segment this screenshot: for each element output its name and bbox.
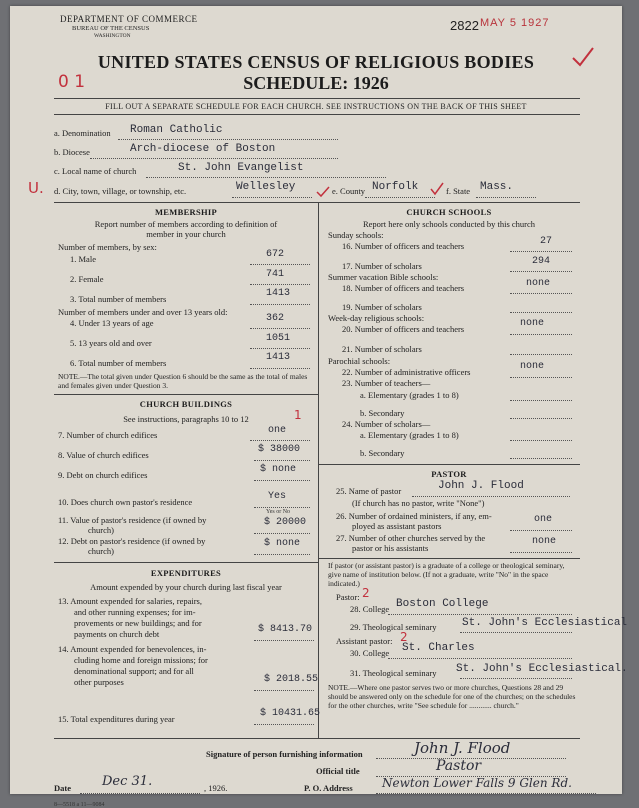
pastor-heading: PASTOR	[431, 469, 467, 479]
edifices-debt-field[interactable]: $ none	[260, 464, 297, 475]
denomination-field[interactable]: Roman Catholic	[130, 124, 223, 136]
signature-label: Signature of person furnishing information	[206, 749, 363, 759]
buildings-instruction: See instructions, paragraphs 10 to 12	[123, 414, 249, 424]
census-form	[10, 6, 628, 808]
expenditures-heading: EXPENDITURES	[150, 568, 222, 578]
city-heading: WASHINGTON	[94, 33, 131, 39]
salaries-label: provements or new buildings; and for	[74, 618, 202, 628]
weekday-scholars-label: 21. Number of scholars	[342, 344, 422, 354]
residence-debt-field[interactable]: $ none	[264, 538, 301, 549]
schedule-title: SCHEDULE: 1926	[243, 73, 389, 93]
teachers-label: 23. Number of teachers—	[342, 378, 431, 388]
benevolences-label: cluding home and foreign missions; for	[74, 655, 208, 665]
year-field: , 1926.	[204, 783, 228, 793]
total-expenditures-label: 15. Total expenditures during year	[58, 714, 175, 724]
pastor-name-label: 25. Name of pastor	[336, 486, 402, 496]
po-address-field[interactable]: Newton Lower Falls 9 Glen Rd.	[382, 776, 572, 790]
salaries-field[interactable]: $ 8413.70	[258, 624, 313, 635]
pastor-subheading: Pastor:	[336, 592, 360, 602]
edifices-debt-label: 9. Debt on church edifices	[58, 470, 148, 480]
membership-heading: MEMBERSHIP	[154, 207, 218, 217]
secondary-label: b. Secondary	[360, 448, 405, 458]
other-churches-field[interactable]: none	[532, 536, 557, 547]
county-label: e. County	[332, 186, 366, 196]
summer-officers-field[interactable]: none	[526, 278, 551, 289]
elementary-label: a. Elementary (grades 1 to 8)	[360, 430, 459, 440]
city-field[interactable]: Wellesley	[236, 181, 296, 193]
checkmark-icon	[316, 186, 330, 198]
over-13-field[interactable]: 1051	[266, 333, 291, 344]
edifices-value-field[interactable]: $ 38000	[258, 444, 301, 455]
pastor-seminary-field[interactable]: St. John's Ecclesiastical	[462, 617, 628, 629]
over-13-label: 5. 13 years old and over	[70, 338, 152, 348]
weekday-officers-label: 20. Number of officers and teachers	[342, 324, 465, 334]
seminary-label: 31. Theological seminary	[350, 668, 437, 678]
assistant-pastor-subheading: Assistant pastor:	[336, 636, 393, 646]
other-churches-label: 27. Number of other churches served by the	[336, 533, 486, 543]
sunday-schools-label: Sunday schools:	[328, 230, 384, 240]
church-buildings-heading: CHURCH BUILDINGS	[139, 399, 233, 409]
signature-field[interactable]: John J. Flood	[414, 739, 511, 757]
edifices-value-label: 8. Value of church edifices	[58, 450, 149, 460]
red-letter-annotation: U.	[28, 179, 44, 197]
assistant-college-field[interactable]: St. Charles	[402, 642, 475, 654]
diocese-field[interactable]: Arch-diocese of Boston	[130, 143, 276, 155]
denomination-label: a. Denomination	[54, 128, 111, 138]
under-13-field[interactable]: 362	[266, 313, 285, 324]
benevolences-field[interactable]: $ 2018.55	[264, 674, 319, 685]
male-label: 1. Male	[70, 254, 96, 264]
bureau-heading: BUREAU OF THE CENSUS	[72, 25, 150, 32]
residence-debt-label: church)	[88, 546, 114, 556]
diocese-label: b. Diocese	[54, 147, 90, 157]
assistant-pastors-label: 26. Number of ordained ministers, if any, em-	[336, 511, 492, 521]
parochial-officers-field[interactable]: none	[520, 361, 545, 372]
assistant-pastors-field[interactable]: one	[534, 514, 553, 525]
received-date-stamp: MAY 5 1927	[480, 17, 550, 29]
state-field[interactable]: Mass.	[480, 181, 514, 193]
salaries-label: 13. Amount expended for salaries, repairs,	[58, 596, 202, 606]
summer-schools-label: Summer vacation Bible schools:	[328, 272, 439, 282]
scholars-label: 24. Number of scholars—	[342, 419, 431, 429]
pastor-residence-label: 10. Does church own pastor's residence	[58, 497, 193, 507]
total-members-label: 6. Total number of members	[70, 358, 167, 368]
po-address-label: P. O. Address	[304, 783, 353, 793]
salaries-label: payments on church debt	[74, 629, 160, 639]
members-by-sex-label: Number of members, by sex:	[58, 242, 157, 252]
red-number-annotation: 2	[362, 586, 370, 600]
college-label: 28. College	[350, 604, 390, 614]
sunday-scholars-field[interactable]: 294	[532, 256, 551, 267]
checkmark-icon	[430, 182, 444, 196]
expenditures-instruction: Amount expended by your church during last fiscal year	[90, 582, 282, 592]
residence-value-label: church)	[88, 525, 114, 535]
college-label: 30. College	[350, 648, 390, 658]
fill-instruction: FILL OUT A SEPARATE SCHEDULE FOR EACH CHURCH. SEE INSTRUCTIONS ON THE BACK OF THIS SHEET	[105, 102, 527, 111]
county-field[interactable]: Norfolk	[372, 181, 419, 193]
form-number: 8—5518 a 11—9084	[54, 802, 105, 808]
city-label: d. City, town, village, or township, etc.	[54, 186, 187, 196]
residence-value-field[interactable]: $ 20000	[264, 517, 307, 528]
salaries-label: and other running expenses; for im-	[74, 607, 196, 617]
red-code-annotation: 0 1	[58, 72, 86, 92]
female-label: 2. Female	[70, 274, 104, 284]
department-heading: DEPARTMENT OF COMMERCE	[60, 14, 198, 24]
summer-scholars-label: 19. Number of scholars	[342, 302, 422, 312]
female-field[interactable]: 741	[266, 269, 285, 280]
membership-note: NOTE.—The total given under Question 6 should be the same as the total of males and females given under Question 3.	[58, 372, 308, 390]
under-13-label: 4. Under 13 years of age	[70, 318, 154, 328]
summer-officers-label: 18. Number of officers and teachers	[342, 283, 465, 293]
church-name-field[interactable]: St. John Evangelist	[178, 162, 304, 174]
total-members-label: 3. Total number of members	[70, 294, 167, 304]
membership-instruction: member in your church	[146, 229, 226, 239]
date-label: Date	[54, 783, 71, 793]
church-name-label: c. Local name of church	[54, 166, 137, 176]
schools-instruction: Report here only schools conducted by this church	[362, 219, 536, 229]
weekday-officers-field[interactable]: none	[520, 318, 545, 329]
graduate-instruction: If pastor (or assistant pastor) is a graduate of a college or theological seminary, give name of institution below. (If not a graduate, write "No" in the space indicated.)	[328, 561, 565, 588]
multiple-churches-note: NOTE.—Where one pastor serves two or more churches, Questions 28 and 29 should be answered only on the schedule for one of the churches; on the schedules for the other churches, write "See schedule for ............ church."	[328, 683, 576, 710]
yes-no-hint: Yes or No	[266, 509, 291, 515]
assistant-pastors-label: ployed as assistant pastors	[352, 521, 442, 531]
age-split-label: Number of members under and over 13 years old:	[58, 307, 228, 317]
red-number-annotation: 2	[400, 630, 408, 644]
pastor-residence-field[interactable]: Yes	[268, 491, 287, 502]
male-field[interactable]: 672	[266, 249, 285, 260]
pastor-name-field[interactable]: John J. Flood	[438, 480, 524, 492]
form-title: UNITED STATES CENSUS OF RELIGIOUS BODIES	[97, 52, 535, 72]
date-field[interactable]: Dec 31.	[102, 774, 153, 789]
edifices-count-field[interactable]: one	[268, 425, 287, 436]
edifices-count-label: 7. Number of church edifices	[58, 430, 158, 440]
total-members-field[interactable]: 1413	[266, 352, 291, 363]
benevolences-label: other purposes	[74, 677, 124, 687]
sunday-officers-label: 16. Number of officers and teachers	[342, 241, 465, 251]
elementary-label: a. Elementary (grades 1 to 8)	[360, 390, 459, 400]
church-schools-heading: CHURCH SCHOOLS	[406, 207, 492, 217]
seminary-label: 29. Theological seminary	[350, 622, 437, 632]
membership-instruction: Report number of members according to definition of	[94, 219, 278, 229]
residence-debt-label: 12. Debt on pastor's residence (if owned by	[58, 536, 206, 546]
sunday-officers-field[interactable]: 27	[540, 236, 553, 247]
stamp-number: 2822	[450, 18, 479, 33]
red-tick-annotation: 1	[294, 408, 302, 422]
parochial-officers-label: 22. Number of administrative officers	[342, 367, 471, 377]
weekday-schools-label: Week-day religious schools:	[328, 313, 425, 323]
benevolences-label: 14. Amount expended for benevolences, in-	[58, 644, 207, 654]
other-churches-label: pastor or his assistants	[352, 543, 429, 553]
official-title-field[interactable]: Pastor	[436, 758, 482, 774]
parochial-schools-label: Parochial schools:	[328, 356, 391, 366]
assistant-seminary-field[interactable]: St. John's Ecclesiastical.	[456, 663, 628, 675]
sunday-scholars-label: 17. Number of scholars	[342, 261, 422, 271]
official-title-label: Official title	[316, 766, 360, 776]
total-expenditures-field[interactable]: $ 10431.65	[260, 708, 321, 719]
total-members-field[interactable]: 1413	[266, 288, 291, 299]
secondary-label: b. Secondary	[360, 408, 405, 418]
pastor-name-hint: (If church has no pastor, write "None")	[352, 498, 485, 508]
pastor-college-field[interactable]: Boston College	[396, 598, 489, 610]
state-label: f. State	[446, 186, 471, 196]
benevolences-label: denominational support; and for all	[74, 666, 194, 676]
residence-value-label: 11. Value of pastor's residence (if owned by	[58, 515, 207, 525]
